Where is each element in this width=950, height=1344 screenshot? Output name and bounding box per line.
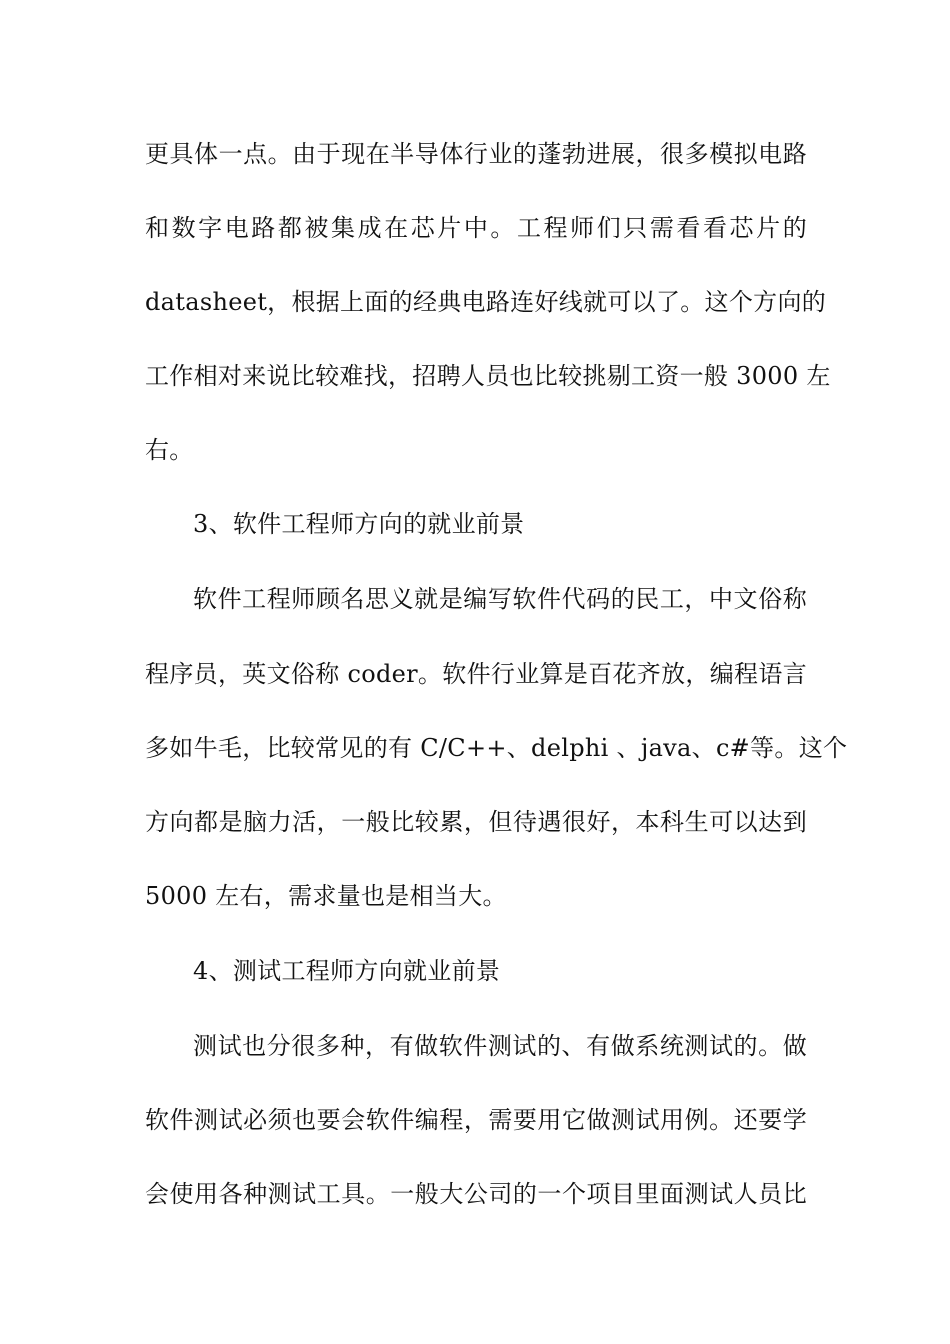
paragraph-line: 多如牛毛，比较常见的有 C/C++、delphi 、java、c#等。这个 [145, 734, 848, 762]
paragraph-line: 程序员，英文俗称 coder。软件行业算是百花齐放，编程语言 [145, 660, 807, 688]
paragraph-line: 右。 [145, 436, 194, 464]
paragraph-line: 更具体一点。由于现在半导体行业的蓬勃进展，很多模拟电路 [145, 140, 807, 168]
paragraph-line: 5000 左右，需求量也是相当大。 [145, 882, 507, 910]
section-heading: 4、测试工程师方向就业前景 [193, 957, 501, 985]
paragraph-line: 软件工程师顾名思义就是编写软件代码的民工，中文俗称 [193, 585, 807, 613]
paragraph-line: 和数字电路都被集成在芯片中。工程师们只需看看芯片的 [145, 214, 807, 242]
paragraph-line: 会使用各种测试工具。一般大公司的一个项目里面测试人员比 [145, 1180, 807, 1208]
paragraph-line: 工作相对来说比较难找，招聘人员也比较挑剔工资一般 3000 左 [145, 362, 831, 390]
paragraph-line: 方向都是脑力活，一般比较累，但待遇很好，本科生可以达到 [145, 808, 807, 836]
paragraph-line: 软件测试必须也要会软件编程，需要用它做测试用例。还要学 [145, 1106, 807, 1134]
paragraph-line: 测试也分很多种，有做软件测试的、有做系统测试的。做 [193, 1032, 807, 1060]
section-heading: 3、软件工程师方向的就业前景 [193, 510, 525, 538]
paragraph-line: datasheet，根据上面的经典电路连好线就可以了。这个方向的 [145, 288, 827, 316]
